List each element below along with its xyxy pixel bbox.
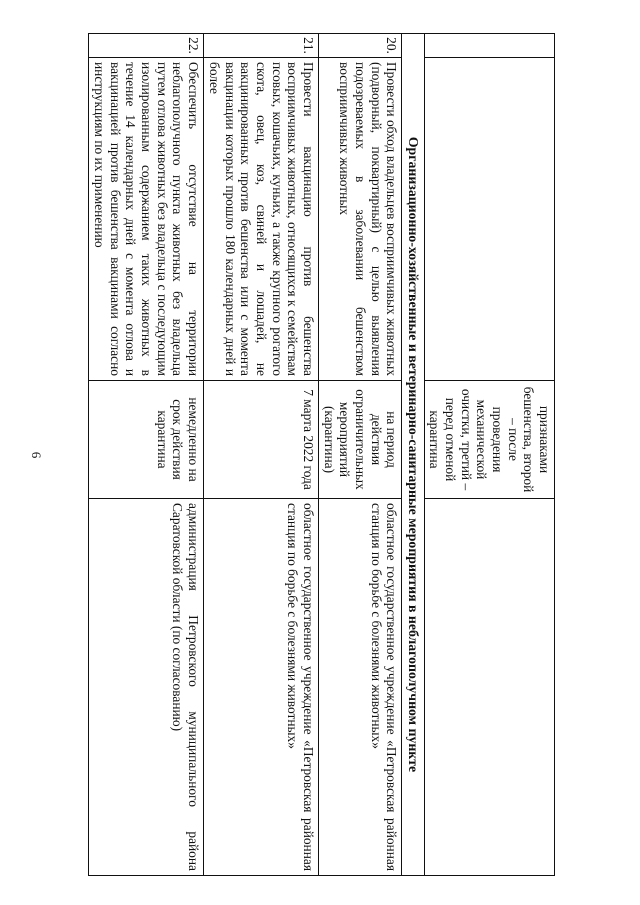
term-cell: немедленно на срок действия карантина [89, 381, 204, 499]
rotated-page-area [88, 33, 555, 876]
page-number: 6 [29, 451, 44, 459]
table-row-continuation [424, 34, 554, 876]
executor-cell: областное государственное учреждение «Петровская районная станция по борьбе с болезнями животных» [319, 499, 402, 876]
task-cell: Провести вакцинацию против бешенства восприимчивых животных, относящихся к семействам псовых, кошачьих, куньих, а также крупного рогатого скота, овец, коз, свиней и лошадей, не вакцинированных против бешенства или с момента вакцинации которых прошло 180 календарных дней и более [204, 58, 319, 381]
row-number-cell [424, 34, 554, 58]
executor-cell [424, 499, 554, 876]
task-cell: Провести обход владельцев восприимчивых животных (подворный, поквартирный) с целью выявления подозреваемых в заболевании бешенством восприимчивых животных [319, 58, 402, 381]
term-cell: 7 марта 2022 года [204, 381, 319, 499]
executor-cell: администрация Петровского муниципального района Саратовской области (по согласованию) [89, 499, 204, 876]
term-cell: на период действия ограничительных мероприятий (карантина) [319, 381, 402, 499]
section-header-row [402, 34, 424, 876]
task-cell: Обеспечить отсутствие на территории неблагополучного пункта животных без владельца путем отлова животных без владельца с последующим изолированным содержанием таких животных в течение 14 календарных дней с момента отлова и вакцинацией против бешенства вакцинами согласно инструкциям по их применению [89, 58, 204, 381]
term-cell: признаками бешенства, второй – после проведения механической очистки, третий – перед отменой карантина [424, 381, 554, 499]
measures-table [88, 33, 555, 876]
task-cell [424, 58, 554, 381]
section-title: Организационно-хозяйственные и ветеринарно-санитарные мероприятия в неблагополучном пункте [402, 34, 424, 876]
row-number-cell: 22. [89, 34, 204, 58]
table-row [204, 34, 319, 876]
table-row [319, 34, 402, 876]
executor-cell: областное государственное учреждение «Петровская районная станция по борьбе с болезнями животных» [204, 499, 319, 876]
table-row [89, 34, 204, 876]
row-number-cell: 21. [204, 34, 319, 58]
row-number-cell: 20. [319, 34, 402, 58]
